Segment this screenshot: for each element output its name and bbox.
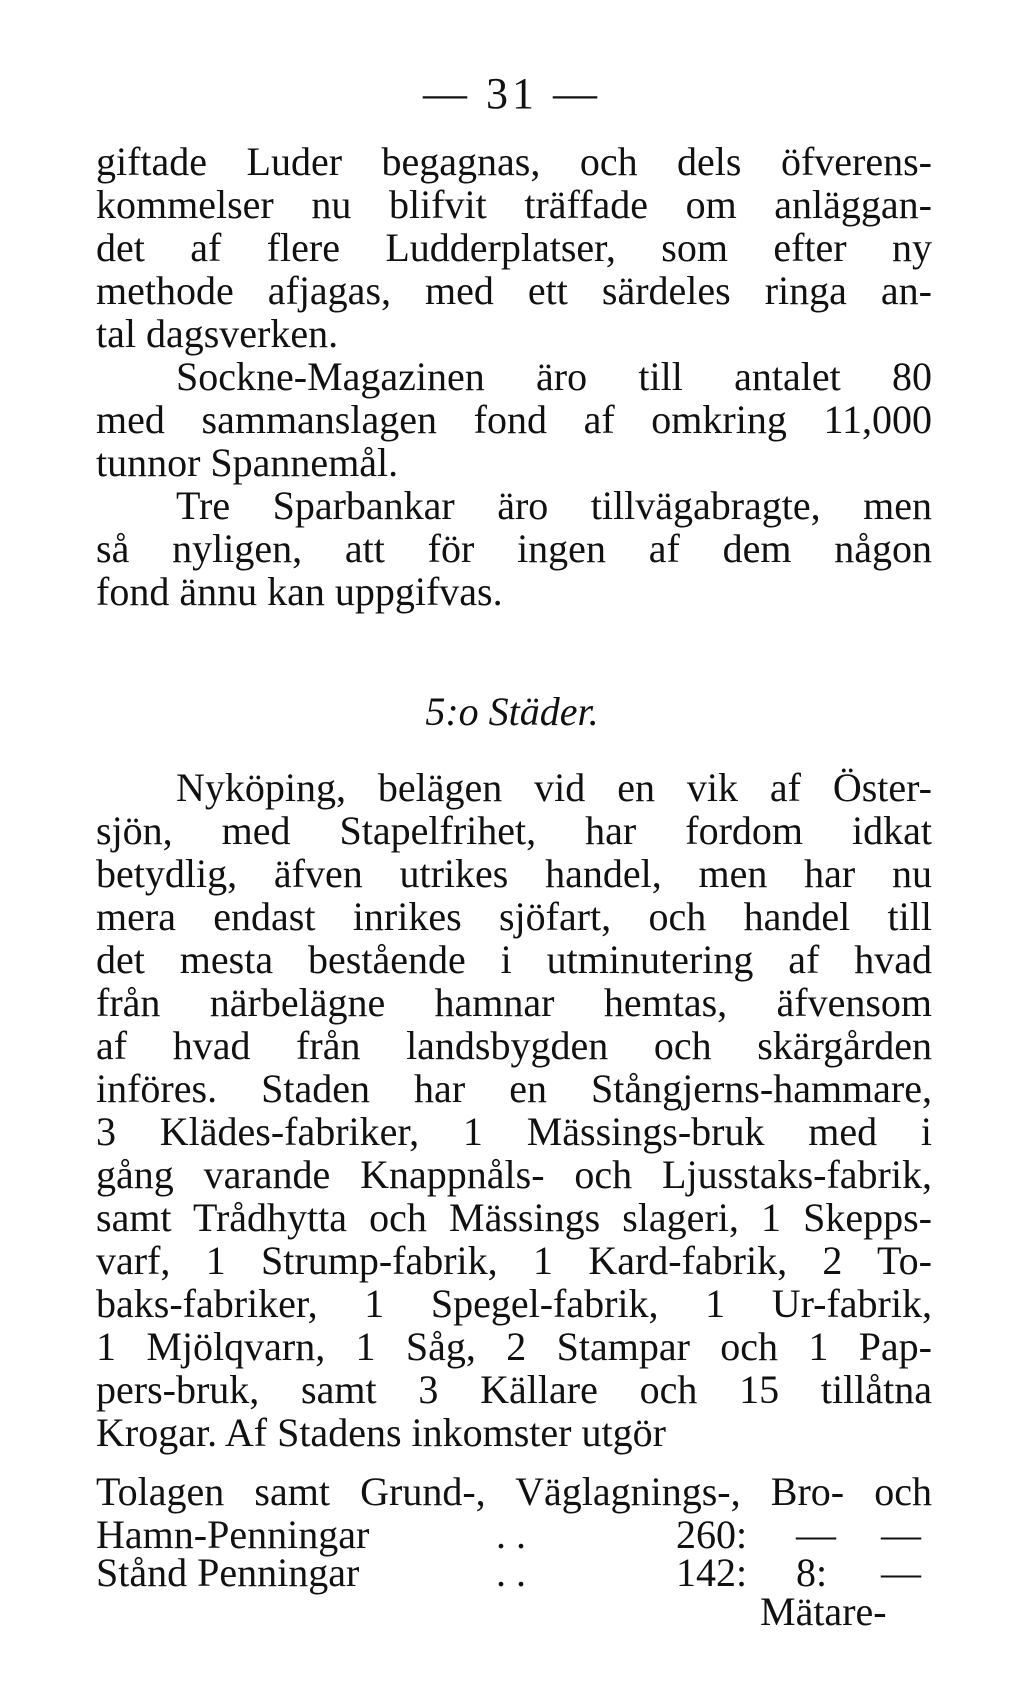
text-line: 1 Mjölqvarn, 1 Såg, 2 Stampar och 1 Pap- — [96, 1324, 932, 1369]
income-dots: . . — [496, 1550, 526, 1595]
text-line: införes. Staden har en Stångjerns-hammare, — [96, 1066, 932, 1111]
text-line: betydlig, äfven utrikes handel, men har nu — [96, 851, 932, 896]
text-line: Tre Sparbankar äro tillvägabragte, men — [176, 483, 932, 528]
text-line: pers-bruk, samt 3 Källare och 15 tillåtna — [96, 1367, 932, 1412]
text-line: det mesta bestående i utminutering af hvad — [96, 937, 932, 982]
text-line: med sammanslagen fond af omkring 11,000 — [96, 397, 932, 442]
text-line: samt Trådhytta och Mässings slageri, 1 Skepps- — [96, 1195, 932, 1240]
income-dots: . . — [496, 1512, 526, 1557]
catchword: Mätare- — [760, 1589, 887, 1634]
page-number: — 31 — — [423, 69, 601, 118]
text-line: Nyköping, belägen vid en vik af Öster- — [176, 765, 932, 810]
income-label: Hamn-Penningar — [96, 1512, 370, 1557]
text-line: Krogar. Af Stadens inkomster utgör — [96, 1410, 666, 1455]
income-amount: — — [796, 1512, 836, 1557]
income-amount: — — [881, 1550, 921, 1595]
income-label: Stånd Penningar — [96, 1550, 360, 1595]
section-heading: 5:o Städer. — [425, 689, 599, 734]
income-amount: — — [881, 1512, 921, 1557]
text-line: gång varande Knappnåls- och Ljusstaks-fabrik, — [96, 1152, 932, 1197]
text-line: från närbelägne hamnar hemtas, äfvensom — [96, 980, 932, 1025]
text-line: 3 Klädes-fabriker, 1 Mässings-bruk med i — [96, 1109, 932, 1154]
text-line: mera endast inrikes sjöfart, och handel till — [96, 894, 932, 939]
text-line: kommelser nu blifvit träffade om anläggan- — [96, 182, 932, 227]
text-line: det af flere Ludderplatser, som efter ny — [96, 225, 932, 270]
text-line: så nyligen, att för ingen af dem någon — [96, 526, 932, 571]
text-line: giftade Luder begagnas, och dels öfverens- — [96, 139, 932, 184]
text-line: methode afjagas, med ett särdeles ringa an- — [96, 268, 932, 313]
text-line: baks-fabriker, 1 Spegel-fabrik, 1 Ur-fabrik, — [96, 1281, 932, 1326]
income-intro: Tolagen samt Grund-, Väglagnings-, Bro- och — [96, 1469, 932, 1514]
text-line: sjön, med Stapelfrihet, har fordom idkat — [96, 808, 932, 853]
income-amount: 8: — [796, 1550, 828, 1595]
income-amount: 142: — [676, 1550, 748, 1595]
text-line: fond ännu kan uppgifvas. — [96, 569, 503, 614]
text-line: af hvad från landsbygden och skärgården — [96, 1023, 932, 1068]
text-line: tal dagsverken. — [96, 311, 339, 356]
text-line: tunnor Spannemål. — [96, 440, 399, 485]
text-line: varf, 1 Strump-fabrik, 1 Kard-fabrik, 2 To- — [96, 1238, 932, 1283]
income-amount: 260: — [676, 1512, 748, 1557]
text-line: Sockne-Magazinen äro till antalet 80 — [176, 354, 932, 399]
